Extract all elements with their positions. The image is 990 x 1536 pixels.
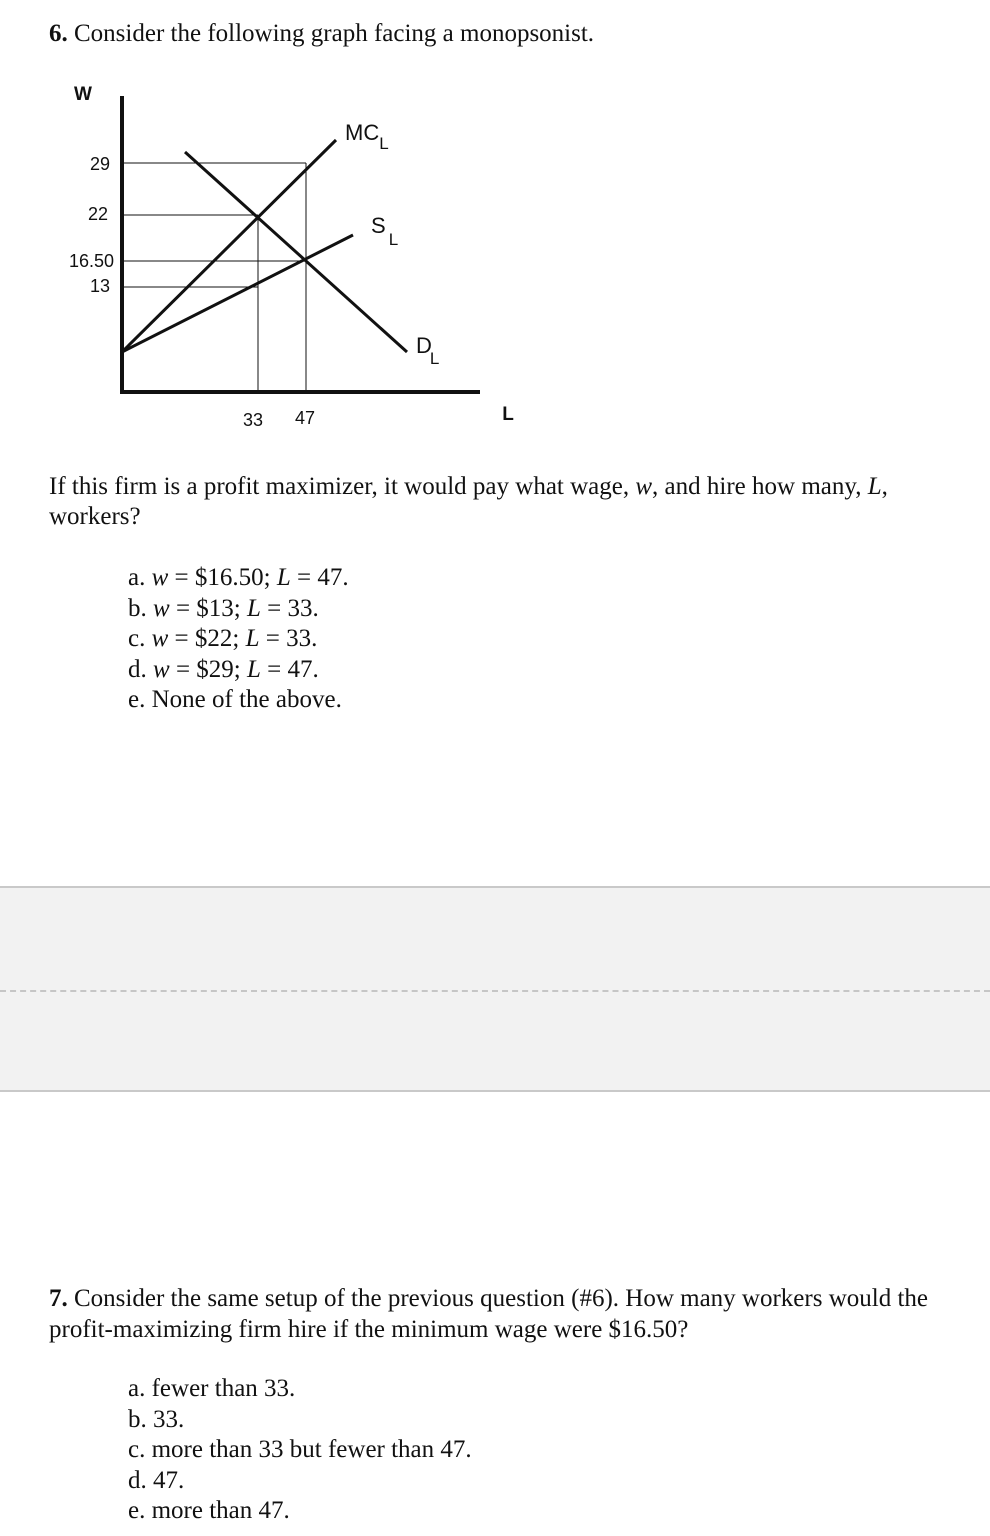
mcl-curve (122, 140, 336, 352)
q6-choice-e[interactable]: e. None of the above. (128, 686, 342, 713)
prompt-L: L (867, 473, 882, 500)
separator-dashed-line (0, 990, 990, 992)
mcl-label-sub: L (379, 134, 389, 153)
dl-label (416, 333, 439, 368)
question-7-title (49, 1283, 984, 1345)
question-6-title (49, 18, 594, 49)
prompt-part-3: , workers? (49, 473, 888, 530)
mcl-label (345, 120, 389, 153)
question-6-text: Consider the following graph facing a monopsonist. (74, 20, 595, 47)
q6-choice-c[interactable]: c. w = $22; L = 33. (128, 625, 318, 652)
sl-label (371, 213, 398, 249)
question-7-choices (128, 1374, 472, 1527)
prompt-w: w (635, 473, 653, 500)
mcl-label-main: MC (345, 120, 380, 145)
q7-choice-a[interactable]: a. fewer than 33. (128, 1375, 296, 1402)
y-tick-22: 22 (87, 204, 108, 224)
x-axis-label: L (502, 404, 514, 425)
sl-label-sub: L (388, 230, 399, 249)
question-7-number: 7. (49, 1285, 68, 1312)
q6-choice-a[interactable]: a. w = $16.50; L = 47. (128, 564, 349, 591)
x-tick-47: 47 (294, 408, 316, 428)
question-7-text: Consider the same setup of the previous question (#6). How many workers would the profit-maximizing firm hire if the minimum wage were $16.50? (49, 1285, 929, 1343)
prompt-part-2: , and hire how many, (652, 473, 868, 500)
sl-curve (122, 235, 353, 352)
question-6-prompt (49, 472, 969, 532)
q6-choice-b[interactable]: b. w = $13; L = 33. (128, 594, 319, 622)
x-tick-33: 33 (242, 410, 264, 430)
q7-choice-d[interactable]: d. 47. (128, 1466, 185, 1494)
y-axis-label: W (74, 84, 92, 105)
dl-label-sub: L (429, 349, 440, 368)
y-tick-16-50: 16.50 (68, 251, 114, 271)
q7-choice-c[interactable]: c. more than 33 but fewer than 47. (128, 1436, 472, 1463)
y-tick-29: 29 (89, 154, 110, 174)
separator-band (0, 886, 990, 1092)
q6-choice-d[interactable]: d. w = $29; L = 47. (128, 655, 319, 683)
y-tick-13: 13 (89, 276, 110, 296)
dl-label-main: D (416, 333, 432, 358)
monopsony-graph (0, 60, 560, 450)
dl-curve (185, 152, 407, 352)
question-6-choices (128, 563, 349, 716)
prompt-part-1: If this firm is a profit maximizer, it would pay what wage, (49, 473, 636, 500)
q7-choice-b[interactable]: b. 33. (128, 1405, 185, 1433)
sl-label-main: S (371, 213, 386, 238)
q7-choice-e[interactable]: e. more than 47. (128, 1497, 290, 1524)
question-6-number: 6. (49, 20, 68, 47)
